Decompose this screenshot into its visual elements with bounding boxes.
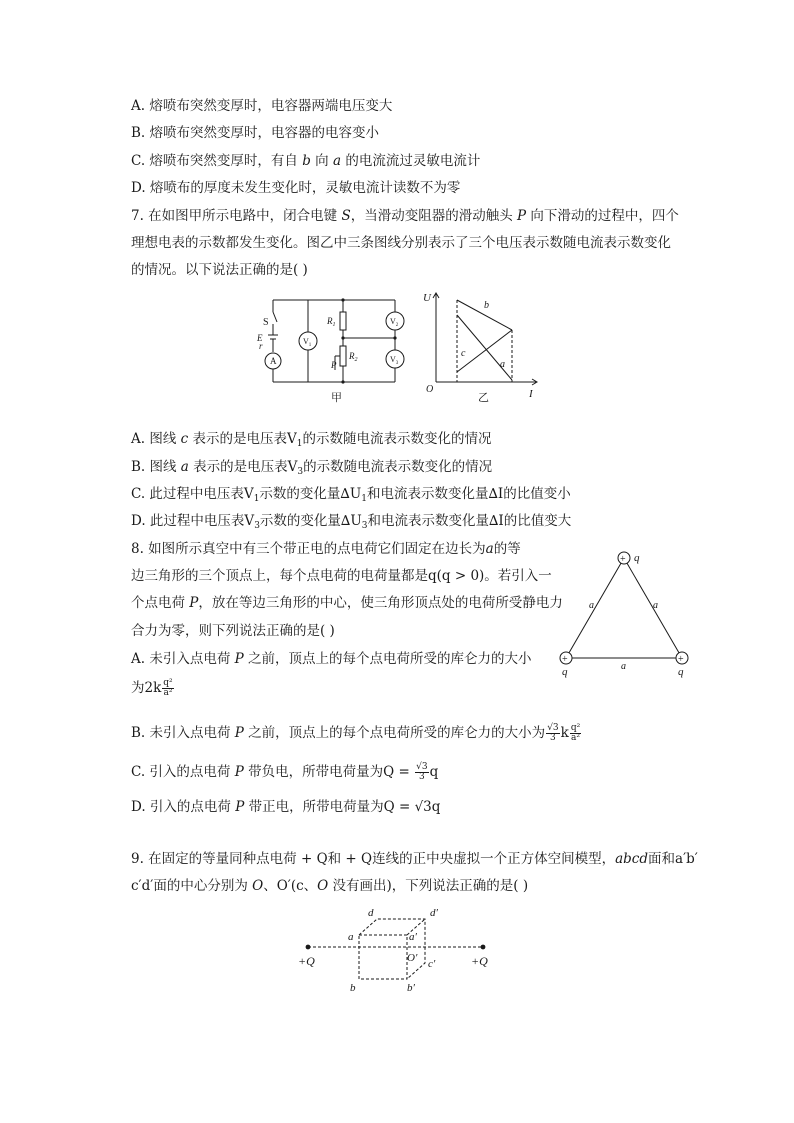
q9-stem-line1: 9. 在固定的等量同种点电荷 + Q和 + Q连线的正中央虚拟一个正方体空间模型，abcd面和a′b′ [131,851,698,867]
center-op-label: O′ [407,952,418,964]
line-b-label: b [484,300,489,311]
side-left-label: a [589,600,594,611]
line-c-label: c [461,348,466,359]
vertex-b-label: b [350,982,356,994]
q7-stem-line2: 理想电表的示数都发生变化。图乙中三条图线分别表示了三个电压表示数随电流表示数变化 [131,235,671,251]
side-bottom-label: a [621,661,626,672]
q7-option-c: C. 此过程中电压表$V_1$示数的变化量$\Delta U_1$和电流表示数变化量∆I的比值变小 [131,486,571,504]
vertex-cp-label: c′ [428,958,436,970]
vertex-ap-label: a′ [409,931,417,943]
q8-stem-line1: 8. 如图所示真空中有三个带正电的点电荷它们固定在边长为a的等 [131,541,521,557]
q9-stem-line2: c′d′面的中心分别为 O、O′(c、O 没有画出)，下列说法正确的是( ) [131,878,529,894]
q7-stem-line1: 7. 在如图甲所示电路中，闭合电键 S，当滑动变阻器的滑动触头 P 向下滑动的过程中，四个 [131,208,679,224]
figure-jia-caption: 甲 [331,392,342,404]
r2-label: $R_2$ [349,351,358,363]
charge-left-label: q [562,666,568,678]
line-a-label: a [500,359,505,370]
charge-right-label: q [678,666,684,678]
q6-option-c: C. 熔喷布突然变厚时，有自 b 向 a 的电流流过灵敏电流计 [131,153,481,169]
switch-label: S [263,317,269,328]
ammeter-label: A [270,356,277,366]
q6-option-a: A. 熔喷布突然变厚时，电容器两端电压变大 [131,98,393,114]
q9-cube-figure [295,903,500,998]
origin-label: O [426,384,434,395]
q7-stem-line3: 的情况。以下说法正确的是( ) [131,262,308,278]
charge-q2-label: +Q [471,954,488,968]
q6-option-d: D. 熔喷布的厚度未发生变化时，灵敏电流计读数不为零 [131,180,461,196]
q8-stem-line4: 合力为零，则下列说法正确的是( ) [131,623,335,639]
charge-right-plus: + [678,654,684,665]
q7-circuit-figure [255,288,410,408]
charge-top-plus: + [620,554,626,565]
vertex-bp-label: b′ [407,982,415,994]
q7-option-a: A. 图线 c 表示的是电压表$V_1$的示数随电流表示数变化的情况 [131,431,492,449]
charge-q1-label: +Q [298,954,315,968]
q6-option-b: B. 熔喷布突然变厚时，电容器的电容变小 [131,125,380,141]
q7-option-b: B. 图线 a 表示的是电压表$V_3$的示数随电流表示数变化的情况 [131,459,493,477]
charge-left-plus: + [562,654,568,665]
r1-label: $R_1$ [327,316,336,328]
q8-stem-line2: 边三角形的三个顶点上，每个点电荷的电荷量都是q(q > 0)。若引入一 [131,568,552,584]
emf-label: E [257,333,263,343]
q7-graph-figure [420,288,545,406]
q8-option-a-line1: A. 未引入点电荷 P 之前，顶点上的每个点电荷所受的库仑力的大小 [131,651,532,667]
q8-stem-line3: 个点电荷 P，放在等边三角形的中心，使三角形顶点处的电荷所受静电力 [131,595,563,611]
slider-p-label: P [331,360,337,370]
v2-label: $V_2$ [390,317,399,328]
vertex-dp-label: d′ [430,907,438,919]
side-right-label: a [653,600,658,611]
i-axis-label: I [529,388,533,400]
vertex-a-label: a [348,931,354,943]
q8-option-c: C. 引入的点电荷 P 带负电，所带电荷量为Q = $\frac{√3}{3}$ q [131,762,439,782]
resistance-label: r [259,341,263,351]
charge-top-label: q [634,552,640,564]
u-axis-label: U [423,292,431,304]
q8-triangle-figure [552,545,702,680]
q7-option-d: D. 此过程中电压表$V_3$示数的变化量$\Delta U_3$和电流表示数变化量∆I的比值变大 [131,513,572,531]
q8-option-b: B. 未引入点电荷 P 之前，顶点上的每个点电荷所受的库仑力的大小为 $\frac{√3}{3}$ k $\frac{\text{q²}}{\text{a²}}$ [131,723,581,743]
v1-label: $V_1$ [303,337,312,348]
v3-label: $V_3$ [390,355,399,366]
q8-option-a-line2: 为2k $\frac{\text{q²}}{\text{a²}}$ [131,678,173,698]
vertex-d-label: d [368,907,374,919]
figure-yi-caption: 乙 [478,392,489,404]
q8-option-d: D. 引入的点电荷 P 带正电，所带电荷量为Q = √3q [131,799,441,815]
